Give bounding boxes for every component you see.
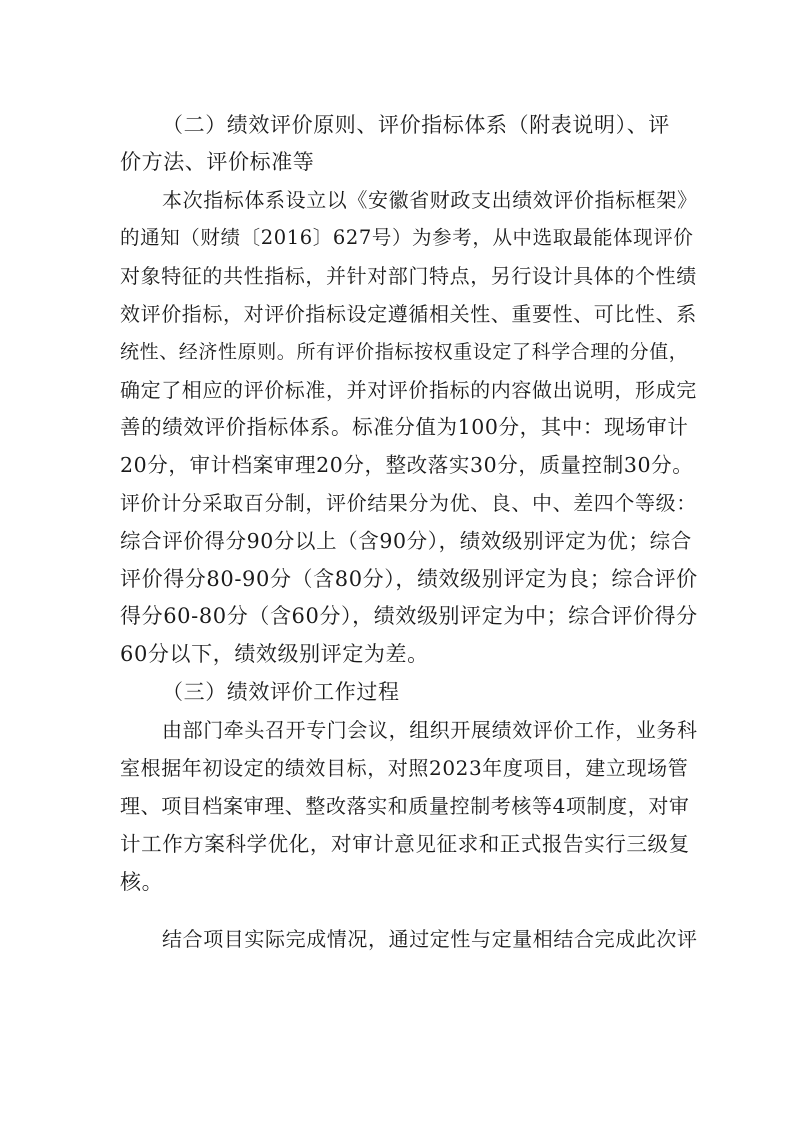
section2-paragraph-line-3: 对象特征的共性指标，并针对部门特点，另行设计具体的个性绩: [120, 264, 697, 288]
section2-paragraph-line-2: 的通知（财绩〔2016〕627号）为参考，从中选取最能体现评价: [120, 226, 694, 249]
section3-next-paragraph-line-1: 结合项目实际完成情况，通过定性与定量相结合完成此次评: [162, 927, 698, 951]
section2-paragraph-line-12: 得分60-80分（含60分），绩效级别评定为中；综合评价得分: [120, 604, 698, 628]
section2-heading-line-1: （二）绩效评价原则、评价指标体系（附表说明）、评: [162, 113, 670, 137]
section3-heading: （三）绩效评价工作过程: [162, 680, 400, 704]
section2-paragraph-line-5: 统性、经济性原则。所有评价指标按权重设定了科学合理的分值，: [120, 341, 689, 363]
section2-paragraph-line-8: 20分，审计档案审理20分，整改落实30分，质量控制30分。: [120, 453, 694, 477]
section2-heading-line-2: 价方法、评价标准等: [120, 150, 315, 174]
section3-paragraph-line-5: 核。: [120, 870, 164, 894]
section2-paragraph-line-7: 善的绩效评价指标体系。标准分值为100分，其中：现场审计: [120, 415, 689, 439]
section2-paragraph-line-1: 本次指标体系设立以《安徽省财政支出绩效评价指标框架》: [162, 188, 698, 212]
section2-paragraph-line-10: 综合评价得分90分以上（含90分），绩效级别评定为优；综合: [120, 529, 692, 553]
section2-paragraph-line-13: 60分以下，绩效级别评定为差。: [120, 642, 429, 666]
section3-paragraph-line-2: 室根据年初设定的绩效目标，对照2023年度项目，建立现场管: [120, 756, 689, 780]
section2-paragraph-line-6: 确定了相应的评价标准，并对评价指标的内容做出说明，形成完: [120, 378, 697, 402]
section2-paragraph-line-9: 评价计分采取百分制，评价结果分为优、良、中、差四个等级：: [120, 491, 697, 515]
section2-paragraph-line-4: 效评价指标，对评价指标设定遵循相关性、重要性、可比性、系: [120, 302, 697, 326]
section2-paragraph-line-11: 评价得分80-90分（含80分），绩效级别评定为良；综合评价: [120, 567, 698, 591]
section3-paragraph-line-3: 理、项目档案审理、整改落实和质量控制考核等4项制度，对审: [120, 794, 690, 818]
section3-paragraph-line-4: 计工作方案科学优化，对审计意见征求和正式报告实行三级复: [120, 832, 690, 856]
section3-paragraph-line-1: 由部门牵头召开专门会议，组织开展绩效评价工作，业务科: [162, 718, 698, 742]
